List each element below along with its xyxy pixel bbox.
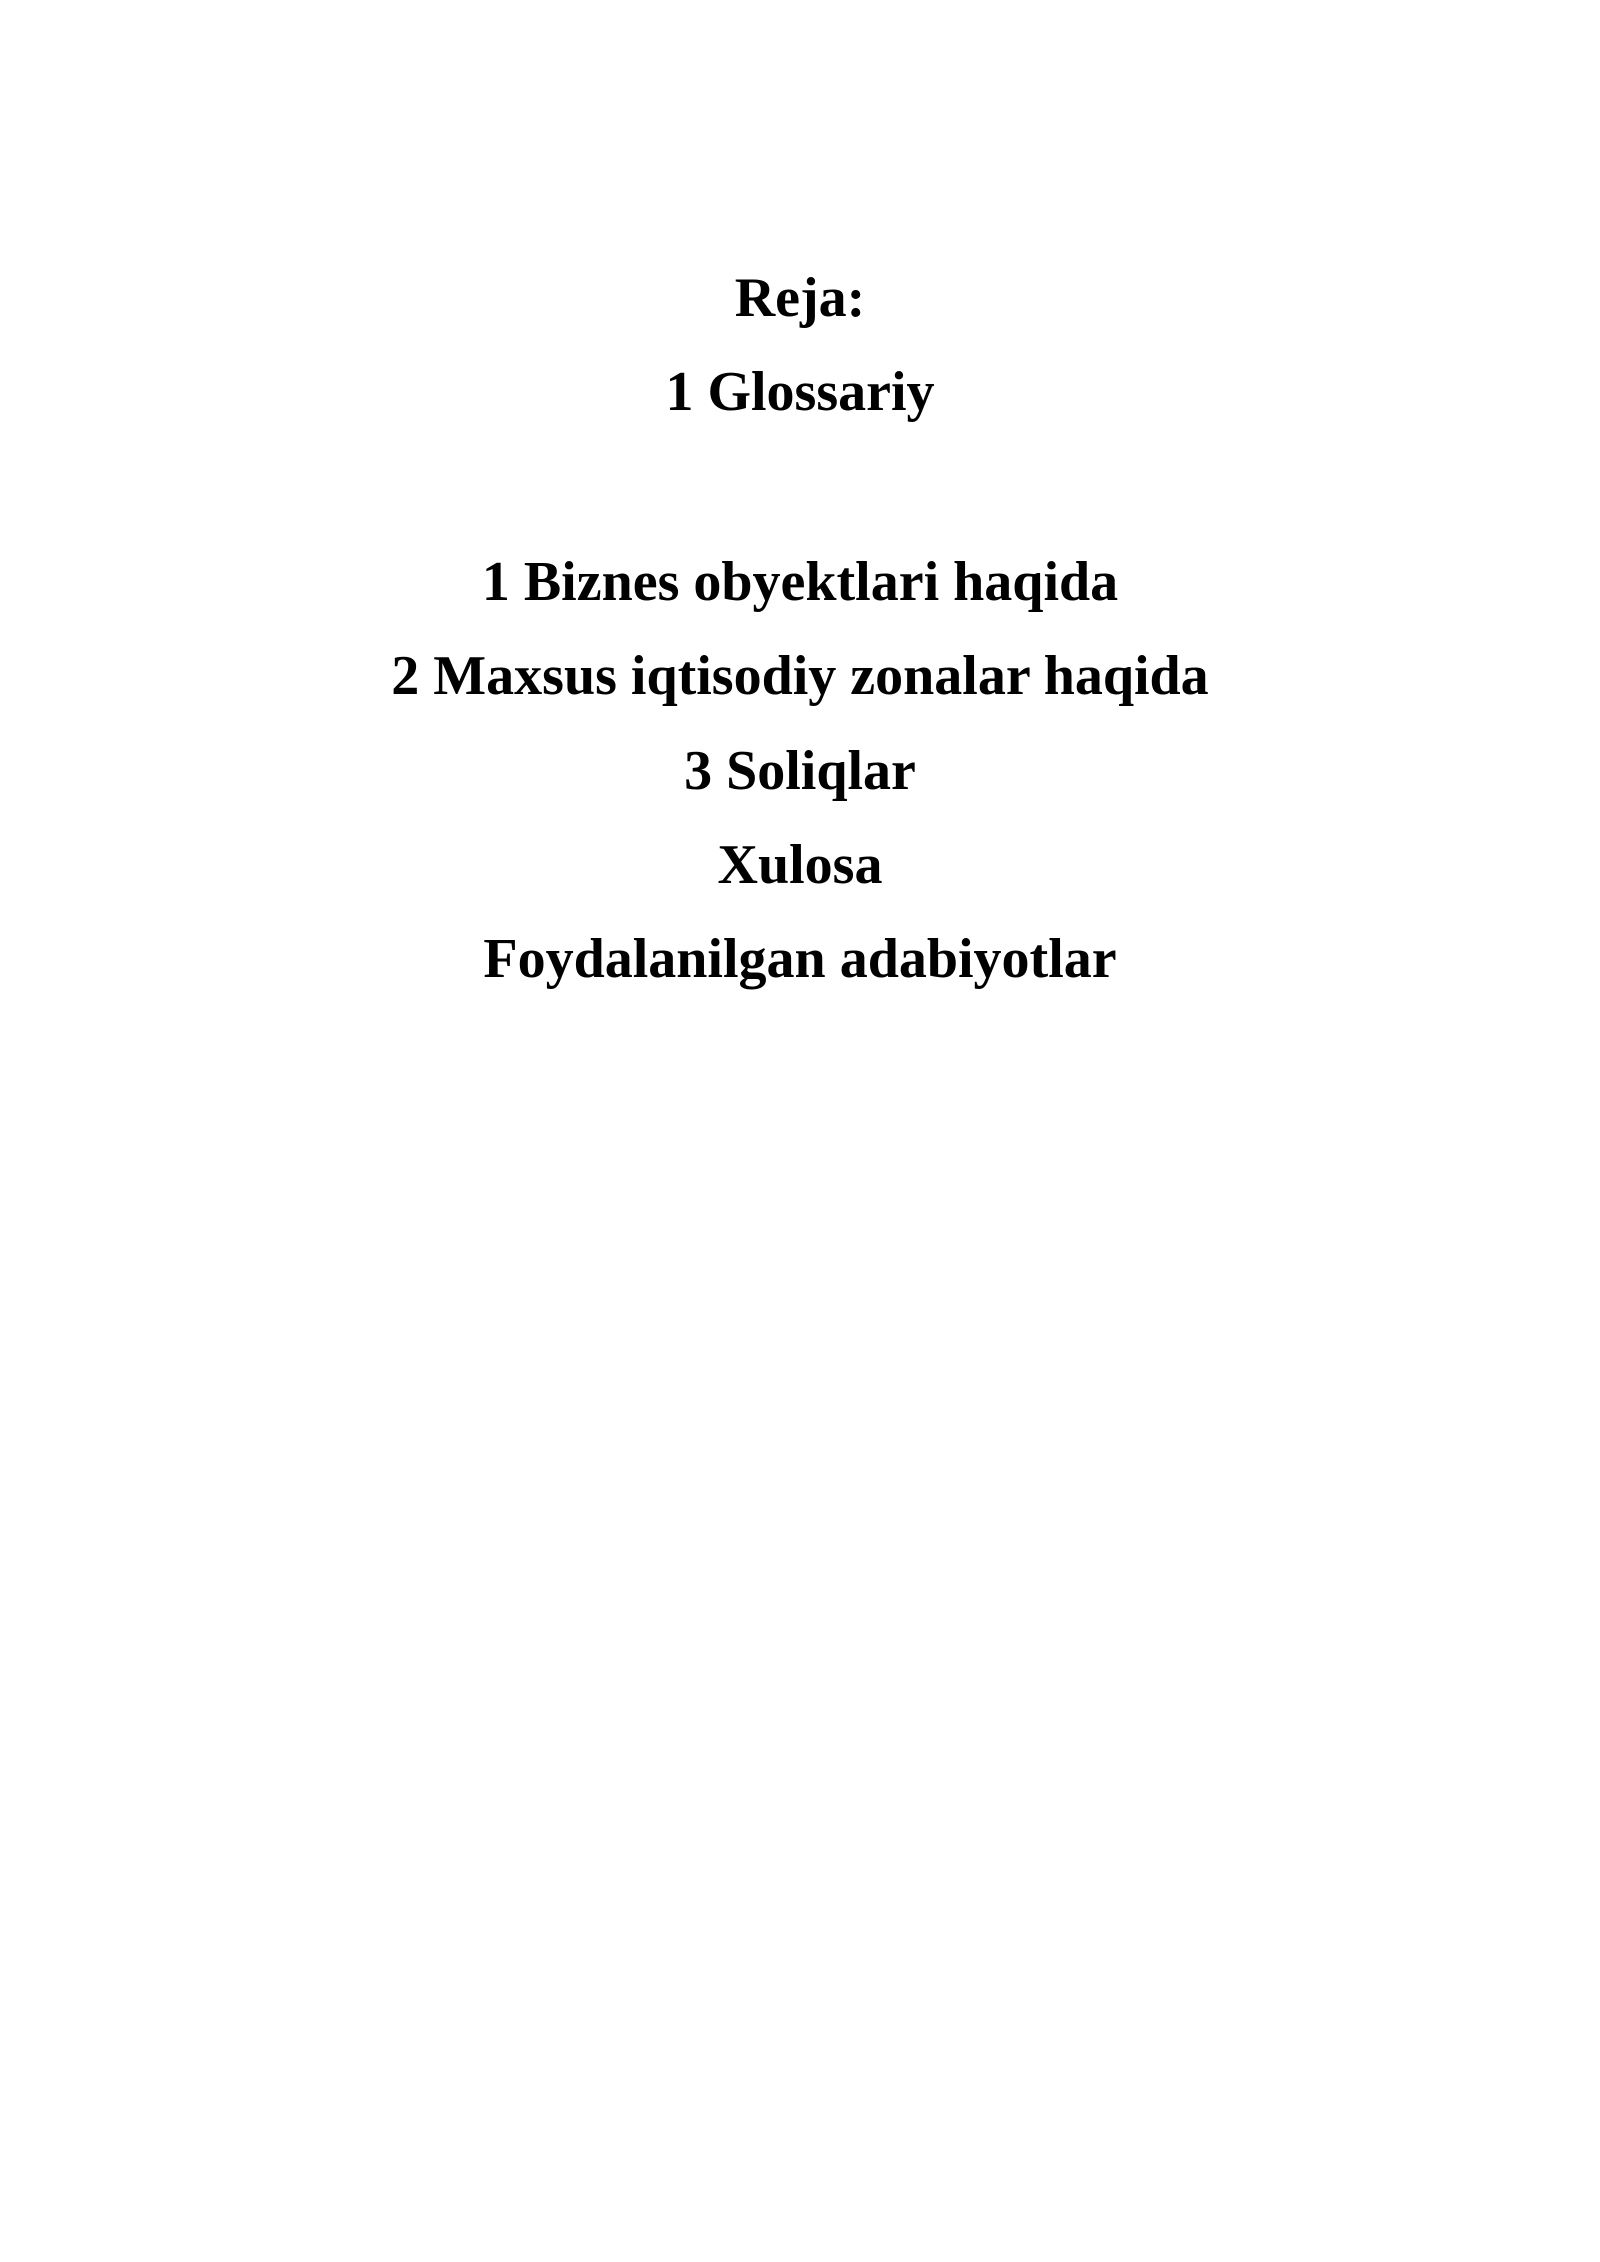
page-title: Reja: [734,267,866,329]
plan-item: Foydalanilgan adabiyotlar [483,928,1117,990]
plan-item: 1 Biznes obyektlari haqida [481,551,1119,613]
plan-item: Xulosa [717,834,883,896]
plan-item: 3 Soliqlar [684,740,916,802]
glossary-heading: 1 Glossariy [665,361,935,423]
plan-item: 2 Maxsus iqtisodiy zonalar haqida [391,645,1209,707]
